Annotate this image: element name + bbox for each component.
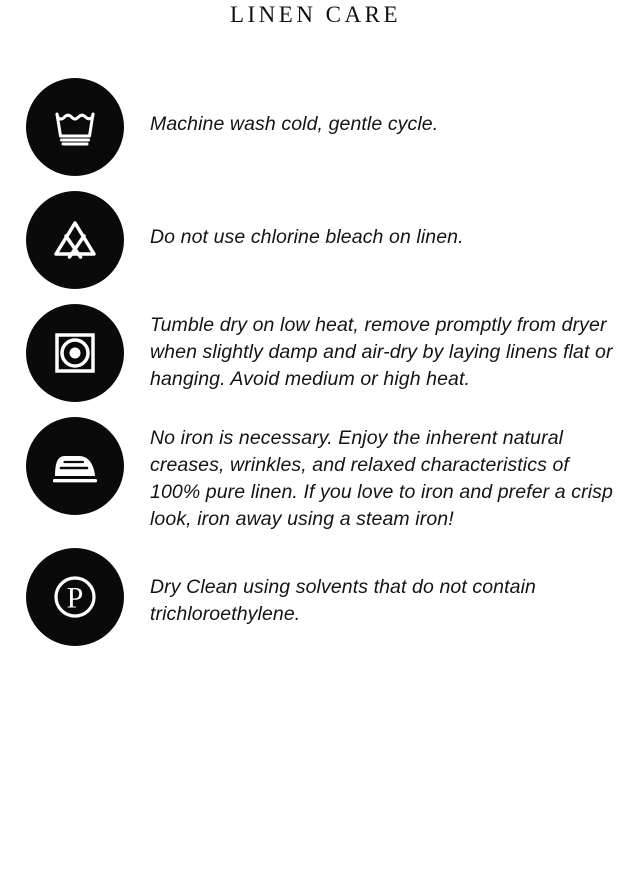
icon-cell <box>0 78 150 176</box>
page-title: LINEN CARE <box>229 2 402 27</box>
icon-cell <box>0 548 150 646</box>
care-instruction-text: Tumble dry on low heat, remove promptly from dryer when slightly damp and air-dry by laying linens flat or hanging. Avoid medium or high heat. <box>150 314 613 390</box>
list-item <box>0 304 631 402</box>
iron-icon <box>26 417 124 515</box>
dry-clean-p-icon <box>26 548 124 646</box>
list-item <box>0 78 631 176</box>
care-instruction-list <box>0 78 631 646</box>
machine-wash-icon <box>26 78 124 176</box>
care-instruction-text: Do not use chlorine bleach on linen. <box>150 226 464 248</box>
list-item <box>0 548 631 646</box>
list-item <box>0 417 631 533</box>
list-item <box>0 191 631 289</box>
tumble-dry-low-icon <box>26 304 124 402</box>
icon-cell <box>0 304 150 402</box>
care-instruction-text: Machine wash cold, gentle cycle. <box>150 113 439 135</box>
care-instruction-text: No iron is necessary. Enjoy the inherent natural creases, wrinkles, and relaxed characteristics of 100% pure linen. If you love to iron and prefer a crisp look, iron away using a steam iron! <box>150 427 613 530</box>
icon-cell <box>0 417 150 515</box>
icon-cell <box>0 191 150 289</box>
svg-text:P: P <box>66 581 84 615</box>
do-not-bleach-icon <box>26 191 124 289</box>
care-instruction-text: Dry Clean using solvents that do not contain trichloroethylene. <box>150 575 536 625</box>
